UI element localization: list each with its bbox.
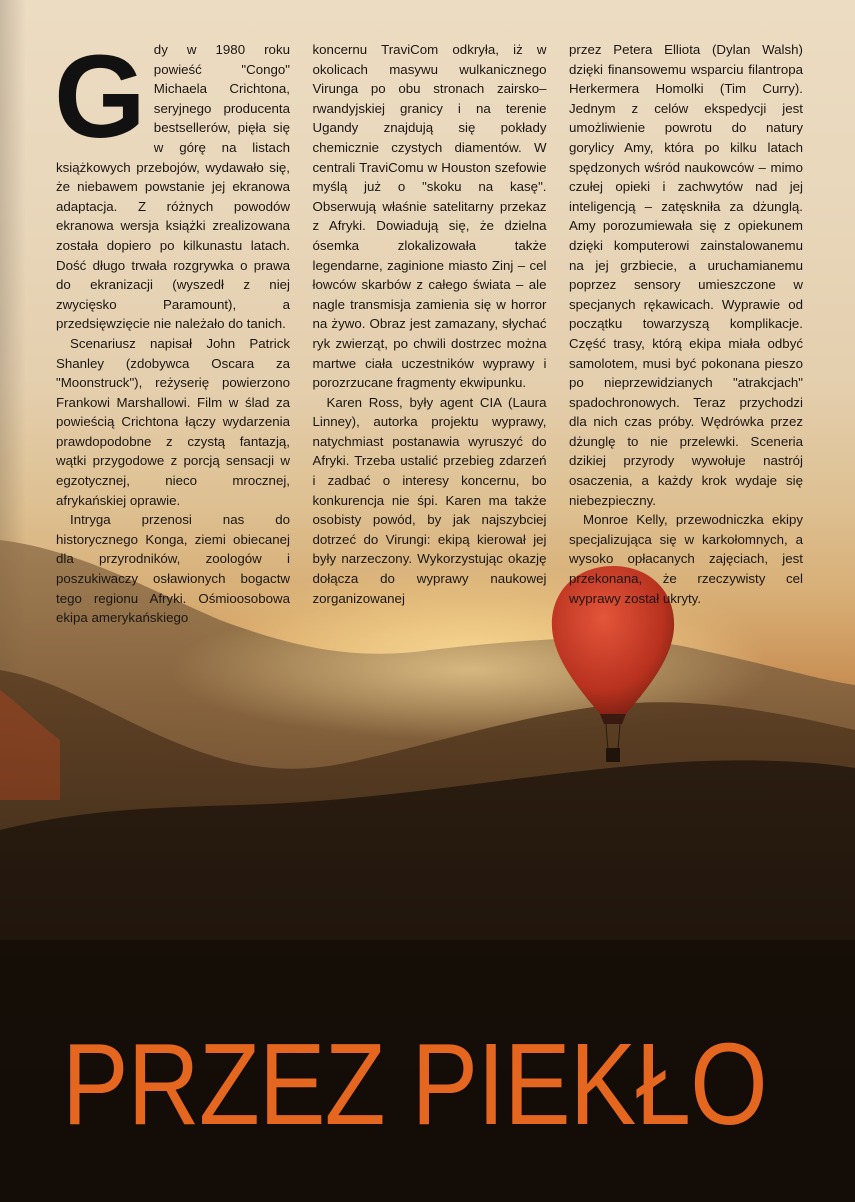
- paragraph: Monroe Kelly, przewodniczka ekipy specjalizująca się w karkołomnych, a wysoko opłacanych zajęciach, jest przekonana, że rzeczywisty cel wyprawy został ukryty.: [569, 512, 803, 606]
- article-column-2: [312, 40, 547, 606]
- article-body: [54, 31, 803, 626]
- paragraph: Karen Ross, były agent CIA (Laura Linney), autorka projektu wyprawy, natychmiast postanawia wyruszyć do Afryki. Trzeba ustalić przebieg zdarzeń i zadbać o interesy koncernu, bo konkurencja nie śpi. Karen ma także osobisty powód, by jak najszybciej dotrzeć do Virungi: ekipą kierował jej były narzeczony. Wykorzystując okazję dołącza do wyprawy naukowej zorganizowanej: [312, 394, 547, 606]
- paragraph: Scenariusz napisał John Patrick Shanley (zdobywca Oscara za "Moonstruck"), reżyserię powierzono Frankowi Marshallowi. Film w ślad za powieścią Crichtona łączy wydarzenia prawdopodobne z czystą fantazją, wątki przygodowe z porcją sensacji w egzotycznej, nieco mrocznej, afrykańskiej oprawie.: [56, 335, 290, 508]
- paragraph: koncernu TraviCom odkryła, iż w okolicach masywu wulkanicznego Virunga po obu stronach zairsko–rwandyjskiej granicy i na terenie Ugandy znajdują się pokłady chemicznie czystych diamentów. W centrali TraviComu w Houston szefowie myślą już o "skoku na kasę". Obserwują właśnie satelitarny przekaz z Afryki. Dowiadują się, że dzielna ósemka zlokalizowała także legendarne, zaginione miasto Zinj – cel łowców skarbów z całego świata – ale nagle transmisja zamienia się w horror na żywo. Obraz jest zamazany, słychać ryk zwierząt, po chwili dostrzec można martwe ciała uczestników wyprawy i porozrzucane fragmenty ekwipunku.: [312, 42, 547, 391]
- drop-cap: G: [54, 31, 146, 163]
- article-headline: PRZEZ PIEKŁO: [62, 1019, 767, 1149]
- article-column-3: [569, 40, 803, 606]
- article-column-1: [54, 31, 290, 626]
- paragraph-text: dy w 1980 roku powieść "Congo" Michaela Crichtona, seryjnego producenta bestsellerów, pięła się w górę na listach książkowych przebojów, wydawało się, że niebawem powstanie jej ekranowa adaptacja. Z różnych powodów ekranowa wersja książki zrealizowana została dopiero po kilkunastu latach. Dość długo trwała rozgrywka o prawa do ekranizacji (wyszedł z niej zwycięsko Paramount), a przedsięwzięcie nie należało do tanich.: [56, 42, 290, 332]
- paragraph: [54, 31, 290, 334]
- paragraph: przez Petera Elliota (Dylan Walsh) dzięki finansowemu wsparciu filantropa Herkermera Homolki (Tim Curry). Jednym z celów ekspedycji jest umożliwienie powrotu do natury gorylicy Amy, która po kilku latach spędzonych wśród naukowców – mimo czułej opieki i zachwytów nad jej inteligencją – zatęskniła za dżunglą. Amy porozumiewała się z opiekunem dzięki komputerowi zainstalowanemu na jej grzbiecie, a uruchamianemu poprzez sensory umieszczone w specjanych rękawicach. Wyprawie od początku towarzyszą komplikacje. Część trasy, którą ekipa miała odbyć samolotem, musi być pokonana pieszo po nieprzewidzianych "atrakcjach" spadochronowych. Teraz przychodzi dla nich czas próby. Wędrówka przez dżunglę to nie przelewki. Sceneria dzikiej przyrody wywołuje nastrój osaczenia, a każdy krok wydaje się niebezpieczny.: [569, 42, 803, 508]
- paragraph: Intryga przenosi nas do historycznego Konga, ziemi obiecanej dla przyrodników, zoologów i poszukiwaczy osławionych bogactw tego regionu Afryki. Ośmioosobowa ekipa amerykańskiego: [56, 512, 290, 626]
